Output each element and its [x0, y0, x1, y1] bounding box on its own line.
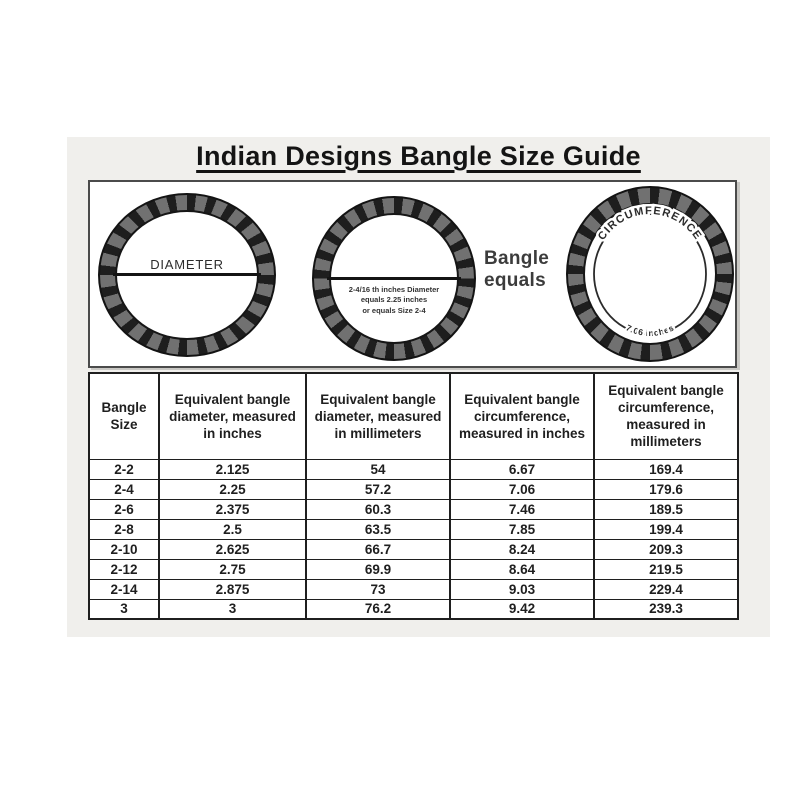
- size-guide-panel: [67, 137, 770, 637]
- table-row: [89, 519, 738, 539]
- cell-circumference-mm: 189.5: [594, 499, 738, 519]
- cell-size: 3: [89, 599, 159, 619]
- bangle-diagram-box: [88, 180, 737, 368]
- cell-diameter-in: 2.75: [159, 559, 306, 579]
- header-circumference-mm: Equivalent bangle circumference, measured in millimeters: [594, 373, 738, 459]
- header-row: [89, 373, 738, 459]
- cell-size: 2-12: [89, 559, 159, 579]
- cell-size: 2-6: [89, 499, 159, 519]
- bangle-equals-label: Bangle equals: [484, 248, 550, 292]
- cell-diameter-mm: 60.3: [306, 499, 450, 519]
- header-circumference-inches: Equivalent bangle circumference, measured in inches: [450, 373, 594, 459]
- cell-circumference-in: 7.46: [450, 499, 594, 519]
- cell-circumference-mm: 209.3: [594, 539, 738, 559]
- cell-circumference-mm: 169.4: [594, 459, 738, 479]
- cell-circumference-mm: 239.3: [594, 599, 738, 619]
- example-note-line: 2-4/16 th inches Diameter: [348, 284, 440, 294]
- header-diameter-inches: Equivalent bangle diameter, measured in inches: [159, 373, 306, 459]
- cell-diameter-mm: 76.2: [306, 599, 450, 619]
- cell-size: 2-8: [89, 519, 159, 539]
- cell-diameter-mm: 73: [306, 579, 450, 599]
- cell-circumference-mm: 229.4: [594, 579, 738, 599]
- diameter-line: [113, 273, 261, 276]
- bangle-example-illustration: [312, 196, 476, 361]
- circumference-label: CIRCUMFERENCE: [595, 204, 705, 243]
- circumference-label-text: [596, 205, 704, 243]
- cell-diameter-mm: 66.7: [306, 539, 450, 559]
- cell-circumference-in: 7.85: [450, 519, 594, 539]
- cell-circumference-in: 9.03: [450, 579, 594, 599]
- cell-circumference-mm: 179.6: [594, 479, 738, 499]
- table-row: [89, 459, 738, 479]
- example-note: [314, 285, 474, 318]
- cell-diameter-mm: 54: [306, 459, 450, 479]
- cell-circumference-in: 9.42: [450, 599, 594, 619]
- cell-diameter-in: 2.125: [159, 459, 306, 479]
- header-diameter-mm: Equivalent bangle diameter, measured in millimeters: [306, 373, 450, 459]
- table-row: [89, 579, 738, 599]
- circumference-value-text: [624, 322, 675, 338]
- cell-size: 2-14: [89, 579, 159, 599]
- cell-diameter-mm: 63.5: [306, 519, 450, 539]
- bangle-diameter-illustration: [98, 193, 276, 357]
- bangle-circumference-illustration: [566, 186, 734, 362]
- cell-diameter-in: 3: [159, 599, 306, 619]
- example-note-line: equals 2.25 inches: [360, 295, 428, 305]
- cell-diameter-in: 2.625: [159, 539, 306, 559]
- table-row: [89, 479, 738, 499]
- cell-circumference-in: 8.24: [450, 539, 594, 559]
- cell-circumference-mm: 199.4: [594, 519, 738, 539]
- table-row: [89, 539, 738, 559]
- example-note-line: or equals Size 2-4: [362, 306, 426, 316]
- circumference-value: 7.06 inches: [624, 322, 676, 339]
- cell-diameter-mm: 57.2: [306, 479, 450, 499]
- table-row: [89, 559, 738, 579]
- cell-size: 2-10: [89, 539, 159, 559]
- cell-circumference-in: 7.06: [450, 479, 594, 499]
- header-bangle-size: Bangle Size: [89, 373, 159, 459]
- page-title: Indian Designs Bangle Size Guide: [196, 141, 641, 171]
- cell-circumference-in: 8.64: [450, 559, 594, 579]
- cell-circumference-in: 6.67: [450, 459, 594, 479]
- cell-diameter-in: 2.5: [159, 519, 306, 539]
- cell-circumference-mm: 219.5: [594, 559, 738, 579]
- cell-size: 2-2: [89, 459, 159, 479]
- diameter-label: DIAMETER: [150, 257, 224, 272]
- cell-diameter-in: 2.875: [159, 579, 306, 599]
- size-table: [88, 372, 739, 620]
- cell-size: 2-4: [89, 479, 159, 499]
- circumference-annotations: [566, 186, 734, 362]
- table-row: [89, 599, 738, 619]
- table-row: [89, 499, 738, 519]
- diameter-line: [327, 277, 461, 280]
- cell-diameter-mm: 69.9: [306, 559, 450, 579]
- cell-diameter-in: 2.375: [159, 499, 306, 519]
- cell-diameter-in: 2.25: [159, 479, 306, 499]
